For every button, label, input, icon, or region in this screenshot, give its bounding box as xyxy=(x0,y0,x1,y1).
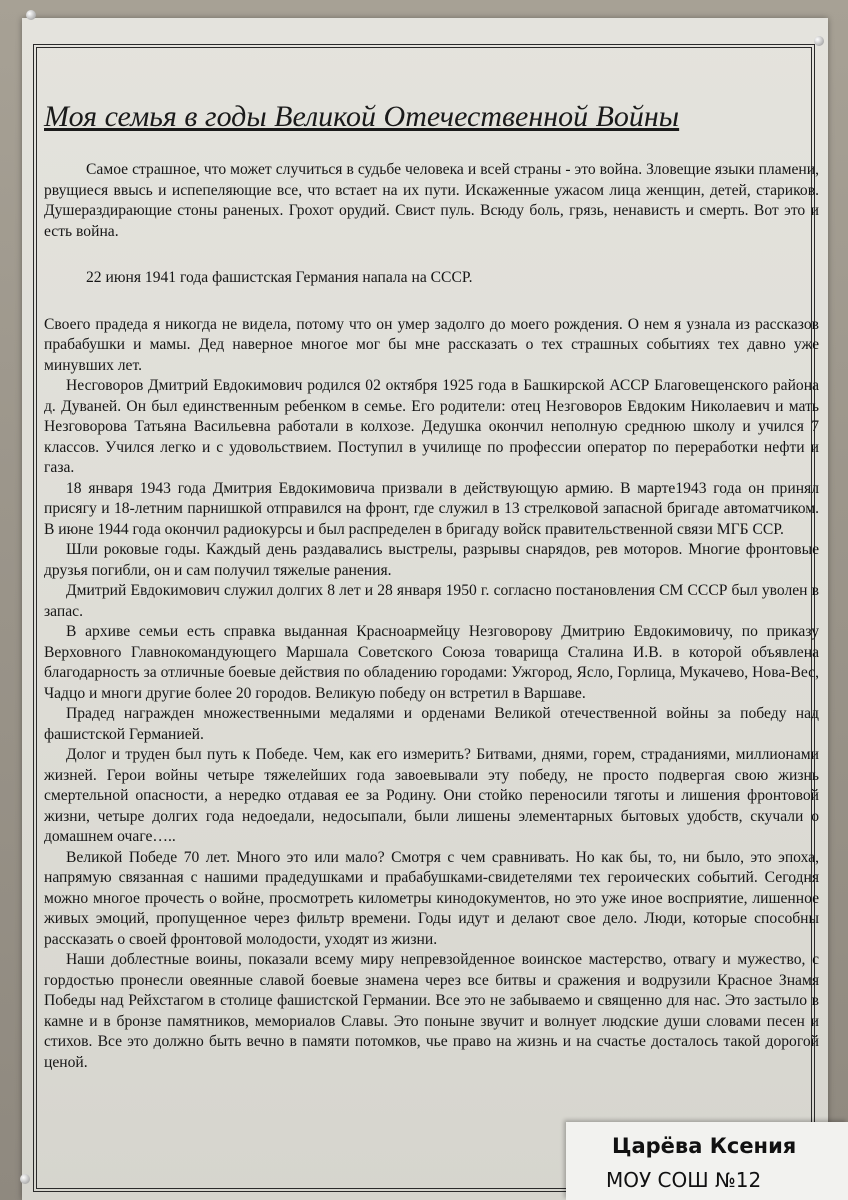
author-school: МОУ СОШ №12 xyxy=(606,1168,762,1192)
paragraph: Долог и труден был путь к Победе. Чем, как его измерить? Битвами, днями, горем, страданиями, миллионами жизней. Герои войны четыре тяжелейших года завоевывали эту победу, не просто подвергая свою жизнь смертельной опасности, а нередко отдавая ее за Родину. Они стойко переносили тяготы и лишения фронтовой жизни, четыре долгих года недоедали, недосыпали, были лишены элементарных бытовых удобств, скучали о домашнем очаге….. xyxy=(44,746,819,845)
paragraph: Несговоров Дмитрий Евдокимович родился 02 октября 1925 года в Башкирской АССР Благовещенского района д. Дуваней. Он был единственным ребенком в семье. Его родители: отец Незговоров Евдоким Николаевич и мать Незговорова Татьяна Васильевна работали в колхозе. Дедушка окончил неполную среднюю школу и учился 7 классов. Учился легко и с удовольствием. Поступил в училище по профессии оператор по переработки нефти и газа. xyxy=(44,377,819,476)
paragraph: Прадед награжден множественными медалями и орденами Великой отечественной войны за победу над фашистской Германией. xyxy=(44,705,819,743)
paragraph: Дмитрий Евдокимович служил долгих 8 лет и 28 января 1950 г. согласно постановления СМ СССР был уволен в запас. xyxy=(44,582,819,620)
paragraph: Своего прадеда я никогда не видела, потому что он умер задолго до моего рождения. О нем я узнала из рассказов прабабушки и мамы. Дед наверное многое мог бы мне рассказать о тех страшных событиях тех давно уже минувших лет. xyxy=(44,315,819,374)
paragraph: 22 июня 1941 года фашистская Германия напала на СССР. xyxy=(86,269,473,286)
pin-icon xyxy=(814,36,824,46)
author-name: Царёва Ксения xyxy=(612,1134,797,1158)
paragraph: В архиве семьи есть справка выданная Красноармейцу Незговорову Дмитрию Евдокимовичу, по приказу Верховного Главнокомандующего Маршала Советского Союза товарища Сталина И.В. в которой объявлена благодарность за отличные боевые действия по обладению городами: Ужгород, Ясло, Горлица, Мукачево, Нова-Вес, Чадцо и многи другие более 20 городов. Великую победу он встретил в Варшаве. xyxy=(44,623,819,702)
paragraph: Великой Победе 70 лет. Много это или мало? Смотря с чем сравнивать. Но как бы, то, ни было, это эпоха, напрямую связанная с нашими прадедушками и прабабушками-свидетелями тех героических событий. Сегодня можно многое прочесть о войне, просмотреть километры кинодокументов, но это уже иное восприятие, лишенное живых эмоций, пропущенное через фильтр времени. Годы идут и делают свое дело. Люди, которые способны рассказать о своей фронтовой молодости, уходят из жизни. xyxy=(44,848,819,948)
pin-icon xyxy=(26,10,36,20)
page-title: Моя семья в годы Великой Отечественной Войны xyxy=(44,100,680,133)
paragraph: 18 января 1943 года Дмитрия Евдокимовича призвали в действующую армию. В марте1943 года он принял присягу и 18-летним парнишкой отправился на фронт, где служил в 13 стрелковой запасной бригаде автоматчиком. В июне 1944 года окончил радиокурсы и был распределен в бригаду войск правительственной связи МГБ ССР. xyxy=(44,479,819,538)
paragraph: Самое страшное, что может случиться в судьбе человека и всей страны - это война. Зловещие языки пламени, рвущиеся ввысь и испепеляющие все, что встает на их пути. Искаженные ужасом лица женщин, детей, стариков. Душераздирающие стоны раненых. Грохот орудий. Свист пуль. Всюду боль, грязь, ненависть и смерть. Вот это и есть война. xyxy=(44,161,819,240)
essay-body xyxy=(44,160,819,1073)
author-card xyxy=(566,1122,848,1200)
paragraph: Шли роковые годы. Каждый день раздавались выстрелы, разрывы снарядов, рев моторов. Многие фронтовые друзья погибли, он и сам получил тяжелые ранения. xyxy=(44,541,819,579)
paragraph: Наши доблестные воины, показали всему миру непревзойденное воинское мастерство, отвагу и мужество, с гордостью пронесли овеянные славой боевые знамена через все битвы и сражения и водрузили Красное Знамя Победы над Рейхстагом в столице фашистской Германии. Все это не забываемо и священно для нас. Это застыло в камне и в бронзе памятников, мемориалов Славы. Это поныне звучит и волнует людские души словами песен и стихов. Все это должно быть вечно в памяти потомков, чье право на жизнь и на счастье досталось такой дорогой ценой. xyxy=(44,951,819,1071)
pin-icon xyxy=(20,1174,30,1184)
